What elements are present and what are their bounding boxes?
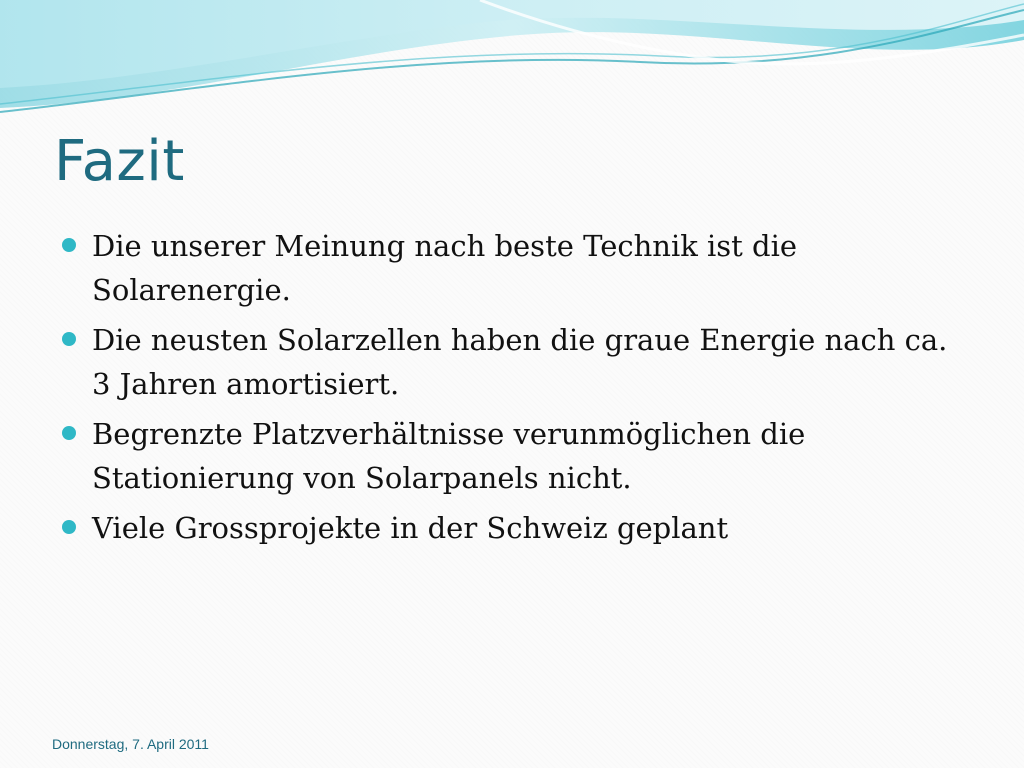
bullet-item: [62, 224, 962, 312]
bullet-dot-icon: [62, 238, 76, 252]
bullet-list: [62, 224, 962, 556]
bullet-text: Viele Grossprojekte in der Schweiz geplant: [92, 511, 729, 545]
bullet-text: Die neusten Solarzellen haben die graue Energie nach ca. 3 Jahren amortisiert.: [92, 323, 948, 401]
slide-title: Fazit: [54, 129, 185, 194]
bullet-item: [62, 412, 962, 500]
bullet-text: Begrenzte Platzverhältnisse verunmöglichen die Stationierung von Solarpanels nicht.: [92, 417, 806, 495]
footer-date: Donnerstag, 7. April 2011: [52, 736, 209, 752]
bullet-dot-icon: [62, 332, 76, 346]
bullet-dot-icon: [62, 520, 76, 534]
bullet-item: [62, 318, 962, 406]
header-wave-decoration: [0, 0, 1024, 120]
bullet-dot-icon: [62, 426, 76, 440]
bullet-text: Die unserer Meinung nach beste Technik ist die Solarenergie.: [92, 229, 798, 307]
bullet-item: [62, 506, 962, 550]
